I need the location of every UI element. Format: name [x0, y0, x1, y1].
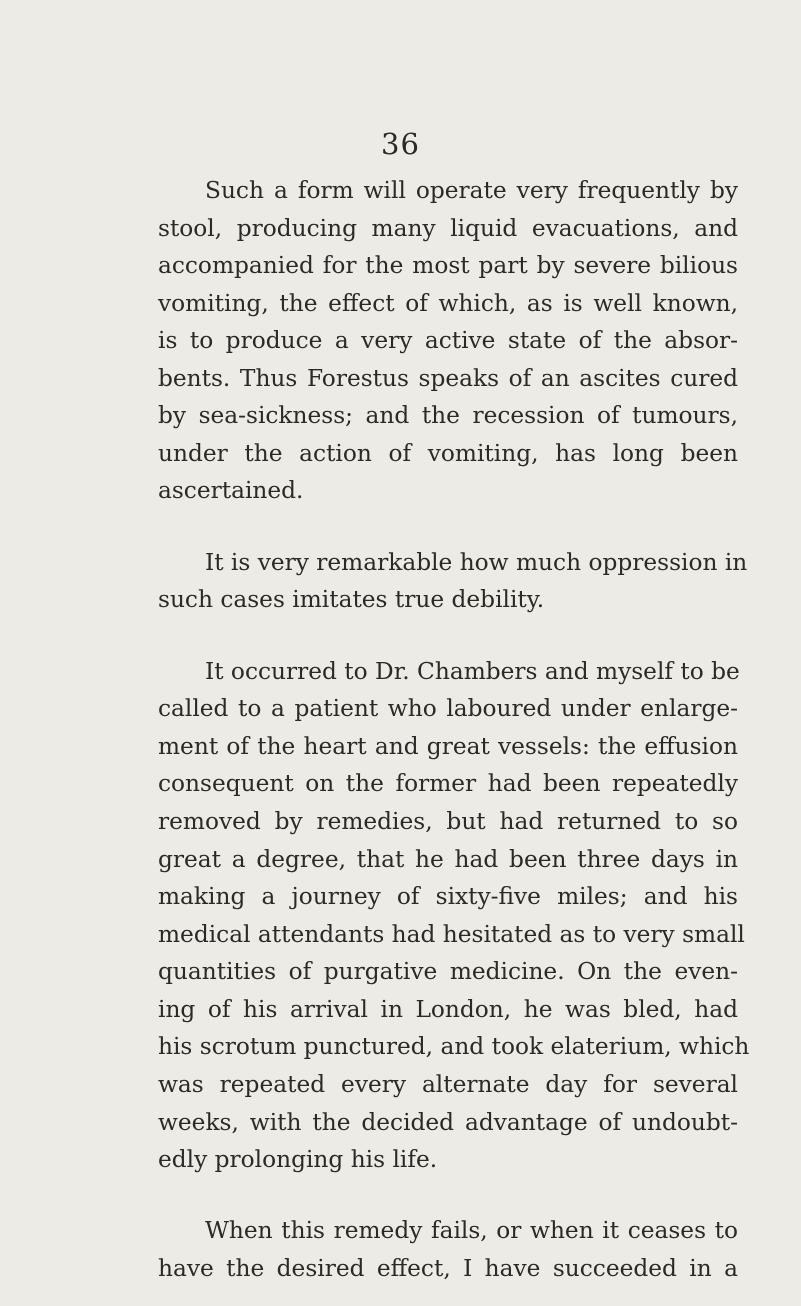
text-line: edly prolonging his life.	[158, 1146, 438, 1173]
text-line: under the action of vomiting, has long been	[158, 440, 738, 467]
text-line: vomiting, the effect of which, as is well known,	[158, 290, 738, 317]
text-line: Such a form will operate very frequently by	[205, 177, 738, 204]
text-line: called to a patient who laboured under enlarge-	[158, 695, 738, 722]
text-line: great a degree, that he had been three days in	[158, 846, 738, 873]
text-line: was repeated every alternate day for several	[158, 1071, 738, 1098]
text-line: accompanied for the most part by severe bilious	[158, 252, 738, 279]
text-line: ment of the heart and great vessels: the effusion	[158, 733, 738, 760]
text-line: his scrotum punctured, and took elaterium, which	[158, 1033, 750, 1060]
text-line: ing of his arrival in London, he was bled, had	[158, 996, 738, 1023]
text-line: is to produce a very active state of the absor-	[158, 327, 738, 354]
text-line: quantities of purgative medicine. On the even-	[158, 958, 738, 985]
text-line: weeks, with the decided advantage of undoubt-	[158, 1109, 738, 1136]
text-line: It is very remarkable how much oppression in	[205, 549, 748, 576]
text-line: such cases imitates true debility.	[158, 586, 545, 613]
text-line: by sea-sickness; and the recession of tumours,	[158, 402, 738, 429]
text-line: stool, producing many liquid evacuations, and	[158, 215, 738, 242]
text-line: ascertained.	[158, 477, 304, 504]
text-line: removed by remedies, but had returned to so	[158, 808, 738, 835]
text-line: consequent on the former had been repeatedly	[158, 770, 738, 797]
page-number: 36	[381, 127, 420, 161]
text-line: It occurred to Dr. Chambers and myself to be	[205, 658, 740, 685]
text-line: making a journey of sixty-five miles; and his	[158, 883, 738, 910]
text-line: When this remedy fails, or when it ceases to	[205, 1217, 738, 1244]
text-line: have the desired effect, I have succeeded in a	[158, 1255, 738, 1282]
text-line: medical attendants had hesitated as to very small	[158, 921, 745, 948]
text-line: bents. Thus Forestus speaks of an ascites cured	[158, 365, 738, 392]
